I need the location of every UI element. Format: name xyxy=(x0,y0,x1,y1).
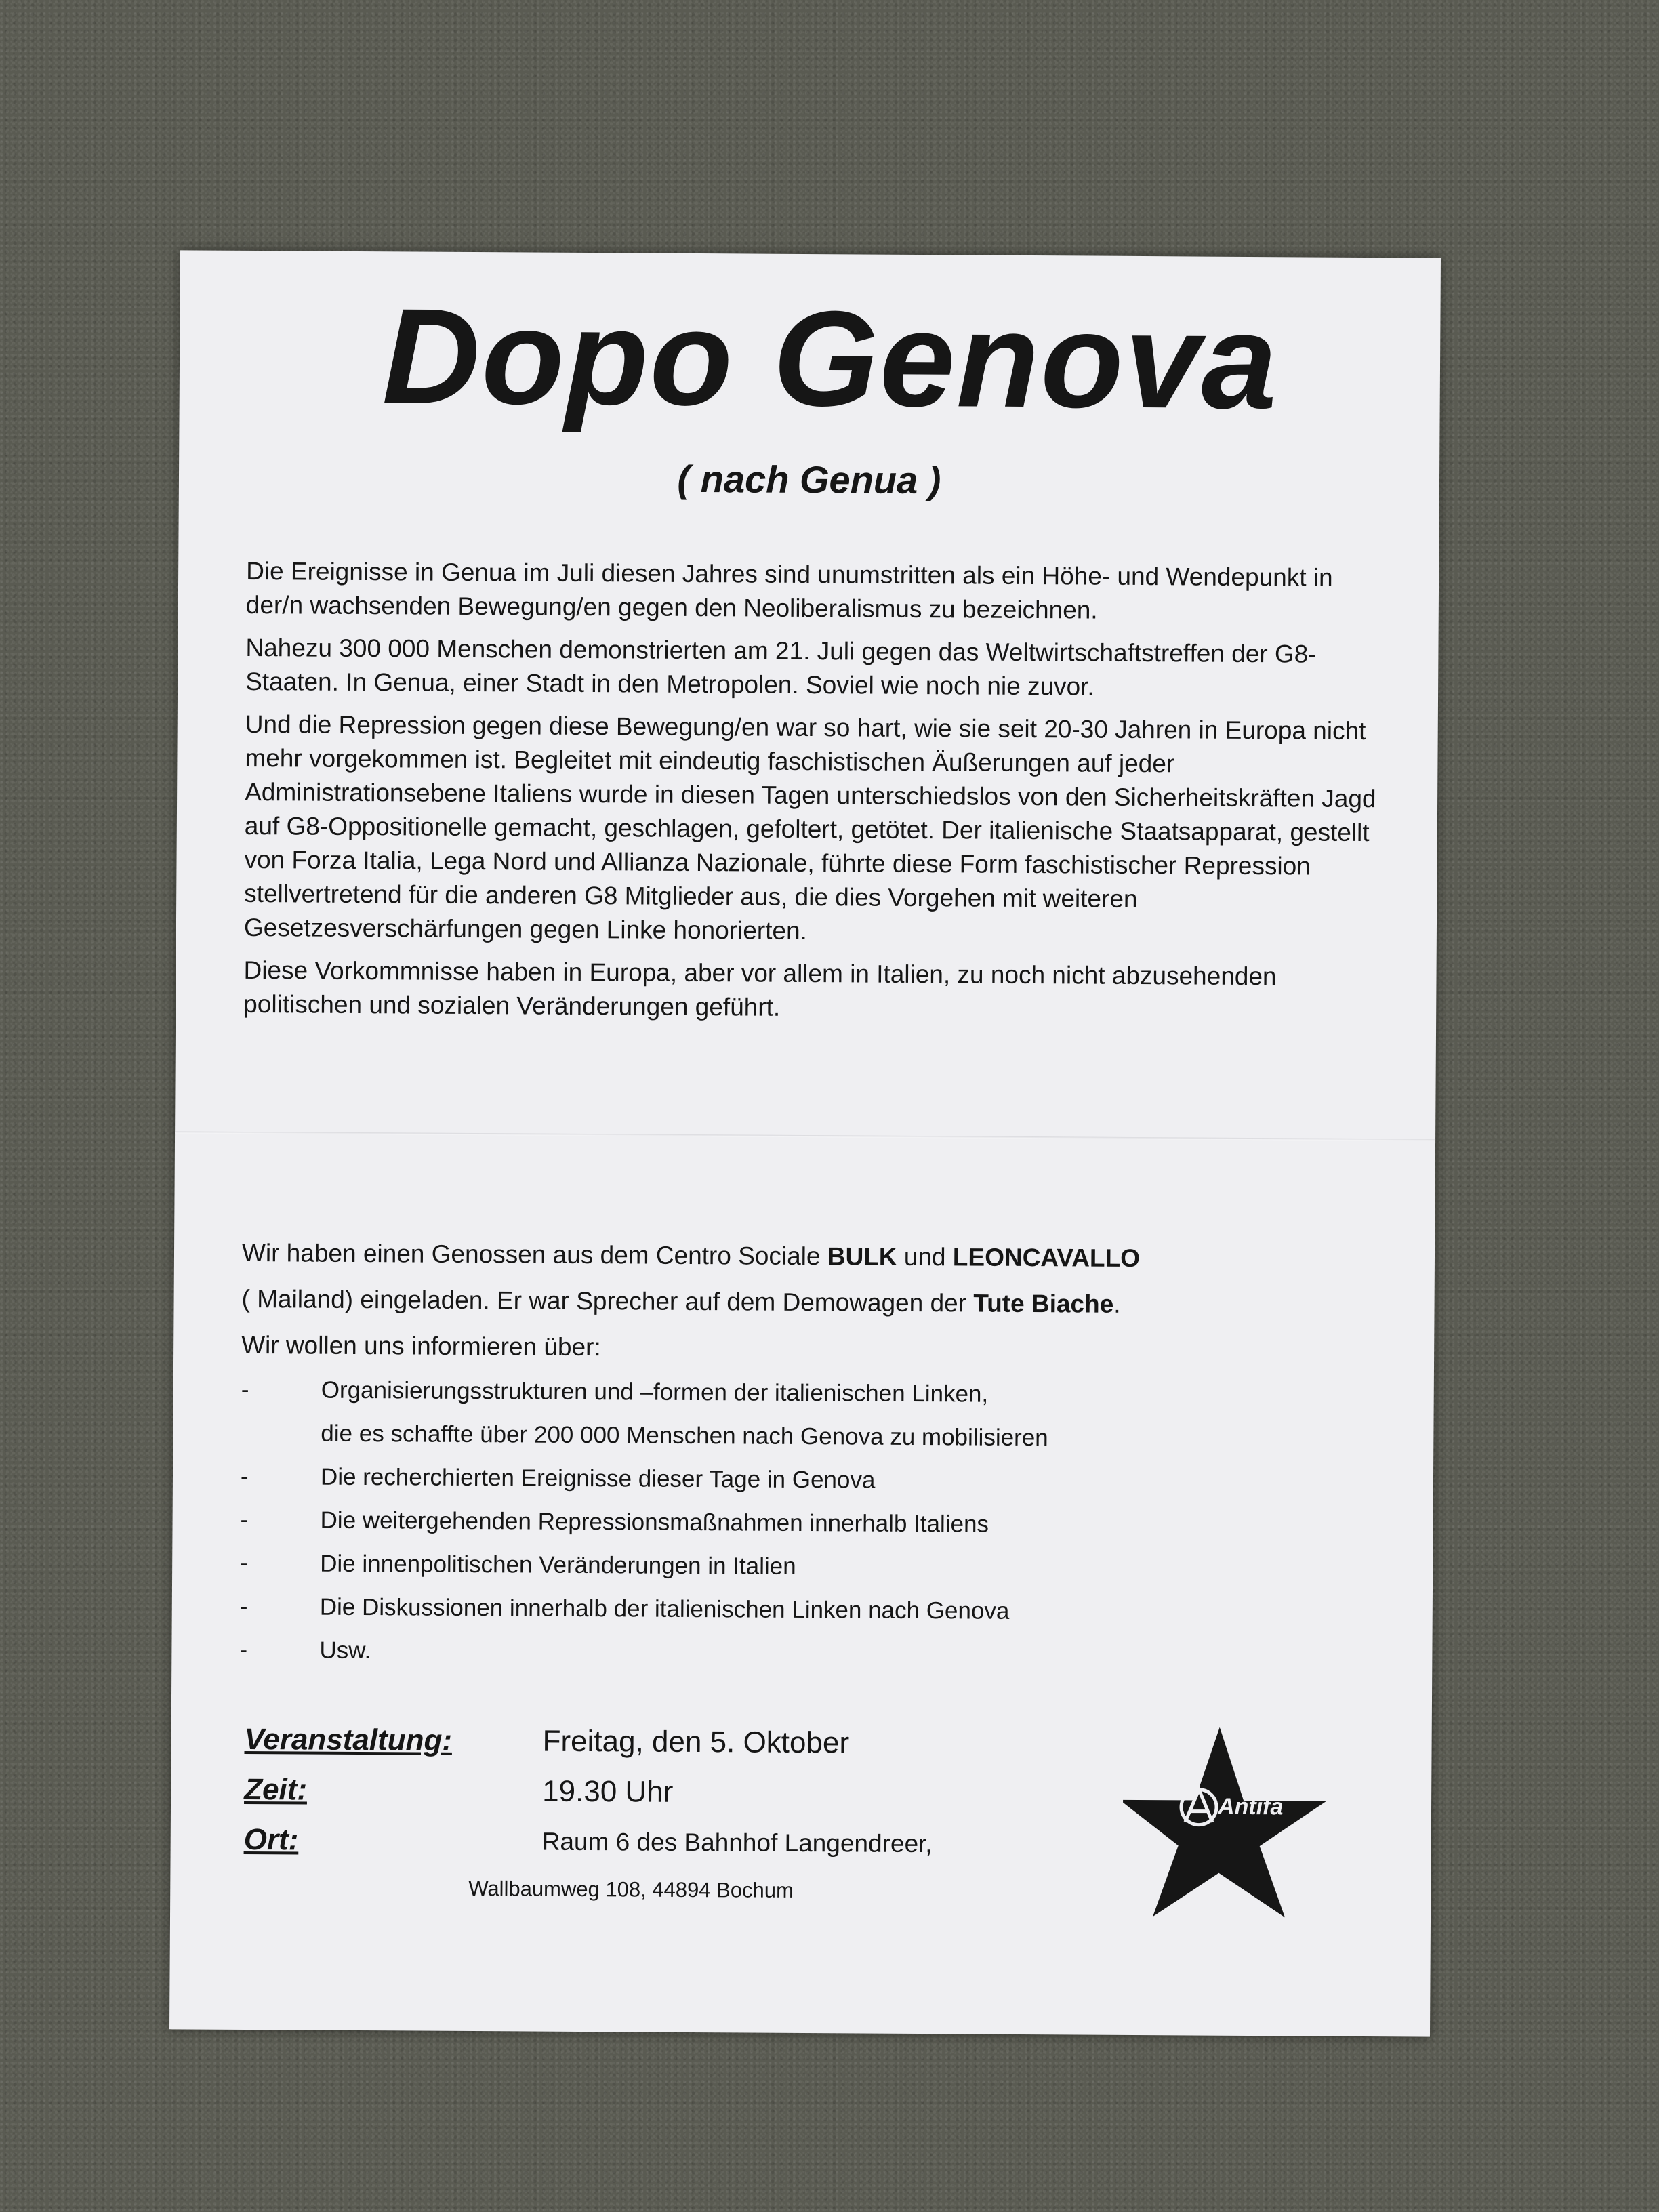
place-label: Ort: xyxy=(243,1822,299,1857)
antifa-star-logo xyxy=(1122,1720,1340,1925)
list-item-text: Die weitergehenden Repressionsmaßnahmen innerhalb Italiens xyxy=(320,1507,989,1538)
event-label: Veranstaltung: xyxy=(244,1722,453,1757)
list-item-text: Organisierungsstrukturen und –formen der italienischen Linken, xyxy=(321,1376,989,1408)
star-icon xyxy=(1122,1727,1327,1918)
invite-text: und xyxy=(897,1242,953,1271)
event-details xyxy=(243,1715,1125,1870)
invite-text: . xyxy=(1113,1290,1121,1318)
tute-biache: Tute Biache xyxy=(973,1289,1114,1318)
intro-text xyxy=(243,554,1391,1037)
time-label: Zeit: xyxy=(244,1772,308,1807)
list-item-text: Die Diskussionen innerhalb der italienischen Linken nach Genova xyxy=(319,1593,1010,1624)
list-item xyxy=(241,1368,1387,1418)
event-row xyxy=(244,1715,1125,1770)
place-value: Raum 6 des Bahnhof Langendreer, xyxy=(541,1827,933,1858)
intro-paragraph-4: Diese Vorkommnisse haben in Europa, aber vor allem in Italien, zu noch nicht abzusehenden politischen und sozialen Veränderungen geführt. xyxy=(243,956,1277,1021)
list-item xyxy=(240,1542,1385,1592)
address: Wallbaumweg 108, 44894 Bochum xyxy=(468,1876,794,1902)
list-item xyxy=(240,1585,1385,1635)
invite-line-1 xyxy=(242,1230,1387,1283)
intro-paragraph-1: Die Ereignisse in Genua im Juli diesen Jahres sind unumstritten als ein Höhe- und Wendepunkt in der/n wachsenden Bewegung/en gegen den Neoliberalismus zu bezeichnen. xyxy=(245,556,1333,624)
event-value: Freitag, den 5. Oktober xyxy=(542,1724,850,1760)
logo-text: Antifa xyxy=(1217,1793,1284,1820)
flyer-sheet xyxy=(169,250,1441,2036)
intro-paragraph-3: Und die Repression gegen diese Bewegung/en war so hart, wie sie seit 20-30 Jahren in Europa nicht mehr vorgekommen ist. Begleitet mit eindeutig faschistischen Äußerungen auf jeder Administrationsebene Italiens wurde in diesen Tagen unterschiedslos von den Sicherheitskräften Jagd auf G8-Oppositionelle gemacht, geschlagen, gefoltert, getötet. Der italienische Staatsapparat, gestellt von Forza Italia, Lega Nord und Allianza Nazionale, führte diese Form faschistischer Repression stellvertretend für die anderen G8 Mitglieder aus, die dies Vorgehen mit weiteren Gesetzesverschärfungen gegen Linke honorierten. xyxy=(243,710,1376,945)
topic-list xyxy=(239,1368,1387,1679)
flyer-subtitle: ( nach Genua ) xyxy=(677,457,941,502)
time-row xyxy=(244,1765,1125,1820)
bullet-dash: - xyxy=(240,1462,249,1490)
invite-text: Wir haben einen Genossen aus dem Centro Sociale xyxy=(241,1238,827,1271)
list-item xyxy=(241,1412,1386,1462)
centro-leoncavallo: LEONCAVALLO xyxy=(952,1243,1141,1273)
invitation-section xyxy=(239,1230,1387,1679)
list-item xyxy=(240,1498,1385,1549)
flyer-title: Dopo Genova xyxy=(382,281,1279,438)
list-item xyxy=(241,1455,1386,1505)
invite-line-3: Wir wollen uns informieren über: xyxy=(241,1330,601,1361)
intro-paragraph-2: Nahezu 300 000 Menschen demonstrierten am 21. Juli gegen das Weltwirtschaftstreffen der G8-Staaten. In Genua, einer Stadt in den Metropolen. Soviel wie noch nie zuvor. xyxy=(245,633,1317,701)
invite-line-2 xyxy=(241,1276,1387,1329)
time-value: 19.30 Uhr xyxy=(542,1774,674,1809)
list-item-text: Die innenpolitischen Veränderungen in Italien xyxy=(320,1550,796,1580)
list-item-text: Die recherchierten Ereignisse dieser Tage in Genova xyxy=(320,1463,876,1494)
paper-fold xyxy=(175,1131,1435,1141)
bullet-dash: - xyxy=(239,1593,248,1620)
list-item-text: Usw. xyxy=(319,1637,371,1664)
bullet-dash: - xyxy=(240,1506,249,1533)
bullet-dash: - xyxy=(241,1376,249,1403)
centro-bulk: BULK xyxy=(827,1242,897,1271)
invite-text: ( Mailand) eingeladen. Er war Sprecher auf dem Demowagen der xyxy=(241,1284,974,1317)
place-row xyxy=(243,1815,1124,1870)
bullet-dash: - xyxy=(239,1636,248,1663)
list-item xyxy=(239,1629,1385,1679)
list-item-text: die es schaffte über 200 000 Menschen nach Genova zu mobilisieren xyxy=(321,1420,1048,1452)
bullet-dash: - xyxy=(240,1549,248,1576)
